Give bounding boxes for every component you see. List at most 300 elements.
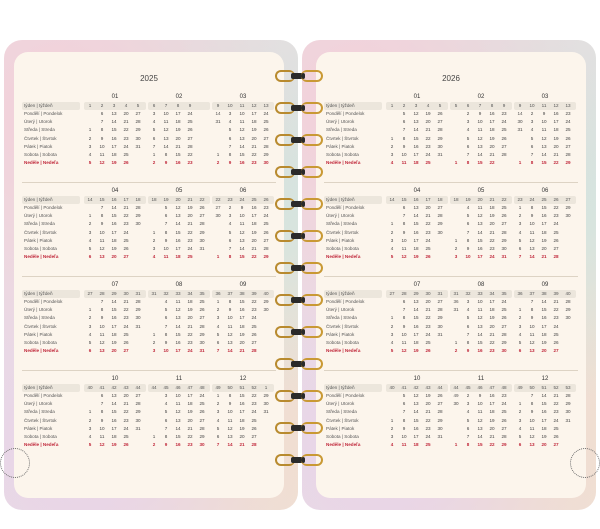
- day-number: 23: [263, 205, 269, 210]
- day-number: 10: [99, 323, 105, 329]
- day-number: 8: [164, 331, 168, 337]
- day-number: 17: [111, 229, 117, 235]
- day-number: 24: [123, 229, 129, 235]
- weekday-label: Pondělí | Pondelok: [24, 205, 63, 210]
- day-number: 7: [402, 213, 406, 219]
- day-number: 5: [152, 127, 156, 133]
- week-number: 26: [553, 197, 559, 202]
- week-number: 49: [453, 393, 459, 398]
- week-number: 23: [227, 197, 233, 202]
- day-row: [386, 339, 448, 347]
- binding-ring: [271, 294, 329, 308]
- day-number: 5: [518, 237, 522, 243]
- day-number: 15: [541, 205, 547, 210]
- day-number: 24: [187, 348, 193, 354]
- day-row: [212, 212, 274, 220]
- day-number: 23: [565, 111, 571, 116]
- day-number: 1: [518, 307, 522, 313]
- day-number: 17: [175, 245, 181, 251]
- weekday-label: Pondělí | Pondelok: [24, 299, 63, 304]
- day-number: 26: [123, 160, 129, 166]
- day-row: [84, 323, 146, 331]
- day-number: 25: [123, 331, 129, 337]
- day-number: 26: [425, 348, 431, 354]
- month-block: [450, 374, 512, 449]
- day-number: 8: [100, 409, 104, 415]
- day-number: 1: [454, 442, 458, 448]
- month-block: [212, 92, 274, 167]
- day-number: 21: [123, 299, 129, 304]
- week-number: 14: [87, 197, 93, 202]
- week-number: 48: [501, 385, 507, 390]
- week-number: 6: [466, 103, 470, 108]
- weekday-label: Úterý | Utorok: [326, 213, 355, 219]
- day-number: 3: [164, 393, 168, 398]
- day-number: 9: [466, 245, 470, 251]
- day-number: 27: [123, 348, 129, 354]
- month-number: 04: [413, 188, 421, 194]
- week-number: 40: [389, 385, 395, 390]
- day-number: 7: [518, 254, 522, 260]
- day-number: 28: [437, 127, 443, 133]
- week-numbers-row: [386, 290, 448, 298]
- day-number: 12: [227, 425, 233, 431]
- day-number: 18: [175, 254, 181, 260]
- day-number: 9: [542, 111, 546, 116]
- week-number: 13: [263, 103, 269, 108]
- day-number: 15: [175, 433, 181, 439]
- day-number: 5: [530, 135, 534, 141]
- month-block: [212, 186, 274, 261]
- month-block: [514, 280, 576, 355]
- day-number: 3: [152, 111, 156, 116]
- week-number: 39: [251, 291, 257, 296]
- day-row: [450, 126, 512, 134]
- weekday-label: Úterý | Utorok: [24, 119, 53, 125]
- day-number: 21: [175, 143, 181, 149]
- week-number: 15: [401, 197, 407, 202]
- day-number: 1: [390, 221, 394, 227]
- day-number: 4: [390, 339, 394, 345]
- day-number: 20: [489, 143, 495, 149]
- day-number: 31: [437, 433, 443, 439]
- day-labels-column: [324, 92, 382, 167]
- day-row: [212, 339, 274, 347]
- day-number: 25: [123, 237, 129, 243]
- day-row: [84, 118, 146, 126]
- day-number: 2: [390, 143, 394, 149]
- day-number: 4: [530, 127, 534, 133]
- day-number: 10: [99, 229, 105, 235]
- day-number: 27: [437, 205, 443, 210]
- day-number: 17: [413, 151, 419, 157]
- day-number: 31: [135, 425, 141, 431]
- day-number: 12: [175, 409, 181, 415]
- day-number: 24: [187, 111, 193, 116]
- day-number: 14: [413, 213, 419, 219]
- day-row: [148, 425, 210, 433]
- binding-ring: [271, 70, 329, 84]
- day-number: 12: [413, 393, 419, 398]
- day-number: 3: [152, 245, 156, 251]
- day-number: 30: [501, 348, 507, 354]
- day-number: 11: [239, 221, 245, 227]
- day-number: 9: [100, 315, 104, 321]
- day-number: 2: [216, 160, 220, 166]
- binding-ring: [271, 166, 329, 180]
- week-number: 44: [151, 385, 157, 390]
- day-number: 4: [518, 425, 522, 431]
- day-number: 11: [99, 433, 105, 439]
- day-number: 28: [553, 254, 559, 260]
- day-number: 26: [553, 433, 559, 439]
- day-row: [148, 245, 210, 253]
- ring-right-loop: [301, 358, 323, 370]
- week-number: 4: [124, 103, 128, 108]
- day-number: 29: [135, 409, 141, 415]
- weekday-label: Neděle | Nedeľa: [24, 160, 59, 166]
- weekday-label: Neděle | Nedeľa: [326, 254, 361, 260]
- day-number: 15: [111, 213, 117, 219]
- day-number: 14: [175, 323, 181, 329]
- week-number: 44: [437, 385, 443, 390]
- day-number: 4: [228, 119, 232, 125]
- day-number: 7: [100, 401, 104, 407]
- day-number: 12: [227, 331, 233, 337]
- day-row: [514, 400, 576, 408]
- month-number: 09: [541, 282, 549, 288]
- day-number: 27: [437, 299, 443, 304]
- day-row: [84, 245, 146, 253]
- day-number: 8: [100, 213, 104, 219]
- day-number: 18: [489, 127, 495, 133]
- day-number: 13: [413, 205, 419, 210]
- day-row: [450, 204, 512, 212]
- day-row: [514, 135, 576, 143]
- day-number: 25: [501, 307, 507, 313]
- day-labels-column: [22, 280, 80, 355]
- day-number: 11: [477, 127, 483, 133]
- day-row: [450, 229, 512, 237]
- month-number: 10: [413, 376, 421, 382]
- day-number: 2: [216, 401, 220, 407]
- day-number: 3: [88, 143, 92, 149]
- day-number: 30: [565, 213, 571, 219]
- day-number: 19: [175, 127, 181, 133]
- day-number: 23: [553, 409, 559, 415]
- day-number: 11: [227, 323, 233, 329]
- day-row: [514, 237, 576, 245]
- day-number: 10: [529, 323, 535, 329]
- day-number: 15: [413, 417, 419, 423]
- day-row: [386, 314, 448, 322]
- day-number: 6: [518, 245, 522, 251]
- day-number: 10: [477, 119, 483, 125]
- day-number: 14: [239, 245, 245, 251]
- quarter-row: [324, 186, 578, 280]
- weekday-label: Pátek | Piatok: [24, 143, 53, 149]
- day-number: 24: [501, 119, 507, 125]
- day-row: [148, 151, 210, 159]
- day-number: 4: [216, 323, 220, 329]
- day-number: 19: [187, 205, 193, 210]
- day-number: 22: [425, 221, 431, 227]
- weekday-label: Pátek | Piatok: [24, 425, 53, 431]
- weekday-label: Středa | Streda: [326, 315, 357, 321]
- week-number: 8: [176, 103, 180, 108]
- day-row: [84, 331, 146, 339]
- week-numbers-row: [514, 196, 576, 204]
- week-numbers-row: [450, 102, 512, 110]
- day-number: 28: [565, 393, 571, 398]
- day-row: [514, 433, 576, 441]
- day-number: 28: [263, 143, 269, 149]
- day-number: 21: [489, 433, 495, 439]
- day-number: 10: [227, 315, 233, 321]
- day-row: [450, 314, 512, 322]
- month-number: 11: [175, 376, 183, 382]
- day-number: 2: [152, 237, 156, 243]
- day-row: [386, 143, 448, 151]
- day-row: [84, 298, 146, 306]
- month-block: [84, 92, 146, 167]
- day-row: [386, 433, 448, 441]
- day-number: 15: [239, 299, 245, 304]
- weekday-label: Sobota | Sobota: [326, 151, 359, 157]
- day-number: 16: [239, 307, 245, 313]
- day-row: [514, 126, 576, 134]
- day-row: [212, 392, 274, 400]
- day-number: 27: [263, 135, 269, 141]
- day-number: 31: [565, 417, 571, 423]
- day-number: 29: [437, 135, 443, 141]
- day-number: 14: [529, 254, 535, 260]
- day-number: 21: [489, 229, 495, 235]
- day-number: 1: [454, 237, 458, 243]
- day-number: 6: [164, 417, 168, 423]
- day-number: 19: [489, 417, 495, 423]
- day-number: 29: [199, 331, 205, 337]
- day-number: 2: [466, 111, 470, 116]
- day-number: 25: [553, 425, 559, 431]
- day-row: [450, 408, 512, 416]
- day-number: 13: [227, 339, 233, 345]
- day-number: 8: [228, 393, 232, 398]
- day-row: [450, 425, 512, 433]
- day-row: [386, 306, 448, 314]
- week-number: 21: [489, 197, 495, 202]
- day-number: 21: [123, 205, 129, 210]
- day-number: 1: [518, 205, 522, 210]
- week-number: 18: [437, 197, 443, 202]
- day-number: 1: [88, 307, 92, 313]
- week-number: 33: [477, 291, 483, 296]
- day-row: [148, 135, 210, 143]
- day-row: [84, 126, 146, 134]
- day-number: 23: [123, 315, 129, 321]
- week-number: 7: [478, 103, 482, 108]
- label-spacer: [22, 374, 80, 384]
- day-number: 14: [477, 151, 483, 157]
- day-number: 2: [88, 417, 92, 423]
- day-number: 3: [88, 229, 92, 235]
- day-number: 25: [263, 221, 269, 227]
- day-number: 8: [100, 307, 104, 313]
- day-number: 5: [228, 127, 232, 133]
- day-row: [212, 220, 274, 228]
- day-number: 30: [517, 119, 523, 125]
- day-number: 1: [454, 339, 458, 345]
- day-number: 9: [164, 237, 168, 243]
- day-number: 29: [199, 229, 205, 235]
- day-number: 14: [413, 409, 419, 415]
- day-number: 1: [216, 299, 220, 304]
- day-number: 23: [425, 323, 431, 329]
- day-number: 30: [565, 315, 571, 321]
- day-number: 7: [100, 299, 104, 304]
- day-number: 8: [228, 151, 232, 157]
- week-number: 1: [88, 103, 92, 108]
- day-number: 17: [111, 143, 117, 149]
- day-number: 1: [390, 417, 394, 423]
- weekday-label: Čtvrtek | Štvrtok: [326, 229, 359, 235]
- day-number: 12: [541, 135, 547, 141]
- day-number: 12: [529, 237, 535, 243]
- quarter-row: [324, 92, 578, 186]
- week-number: 40: [263, 291, 269, 296]
- day-number: 11: [529, 331, 535, 337]
- week-number: 18: [135, 197, 141, 202]
- day-number: 10: [227, 409, 233, 415]
- day-number: 24: [553, 323, 559, 329]
- day-number: 3: [390, 331, 394, 337]
- page-left: [14, 52, 284, 498]
- binding-ring: [271, 198, 329, 212]
- day-row: [148, 400, 210, 408]
- month-block: [514, 186, 576, 261]
- day-number: 27: [251, 433, 257, 439]
- week-number: 25: [251, 197, 257, 202]
- day-number: 27: [553, 442, 559, 448]
- day-number: 2: [88, 135, 92, 141]
- day-number: 26: [437, 393, 443, 398]
- day-number: 22: [123, 127, 129, 133]
- day-number: 9: [402, 425, 406, 431]
- day-number: 16: [111, 221, 117, 227]
- day-number: 16: [413, 425, 419, 431]
- day-number: 12: [175, 205, 181, 210]
- day-number: 8: [402, 135, 406, 141]
- month-block: [386, 280, 448, 355]
- month-number: 08: [477, 282, 485, 288]
- day-row: [514, 339, 576, 347]
- week-number: 27: [87, 291, 93, 296]
- weekday-label: Sobota | Sobota: [24, 339, 57, 345]
- day-number: 9: [164, 442, 168, 448]
- day-number: 7: [466, 229, 470, 235]
- week-number: 9: [518, 103, 522, 108]
- day-number: 22: [123, 307, 129, 313]
- week-number: 19: [163, 197, 169, 202]
- day-number: 18: [413, 442, 419, 448]
- day-number: 8: [466, 442, 470, 448]
- day-number: 26: [437, 111, 443, 116]
- week-numbers-row: [212, 290, 274, 298]
- day-number: 24: [263, 111, 269, 116]
- day-number: 20: [187, 315, 193, 321]
- day-number: 19: [111, 245, 117, 251]
- day-number: 5: [390, 348, 394, 354]
- week-number: 44: [135, 385, 141, 390]
- day-number: 22: [251, 151, 257, 157]
- day-number: 20: [425, 299, 431, 304]
- day-number: 6: [88, 348, 92, 354]
- day-number: 14: [111, 205, 117, 210]
- day-number: 23: [553, 213, 559, 219]
- day-number: 10: [477, 299, 483, 304]
- label-spacer: [324, 92, 382, 102]
- day-number: 14: [541, 299, 547, 304]
- week-number: 27: [389, 291, 395, 296]
- day-number: 3: [228, 111, 232, 116]
- day-number: 12: [99, 442, 105, 448]
- day-row: [450, 135, 512, 143]
- day-number: 6: [164, 315, 168, 321]
- day-number: 25: [123, 151, 129, 157]
- day-number: 20: [251, 135, 257, 141]
- month-number: 03: [541, 94, 549, 100]
- day-number: 26: [425, 254, 431, 260]
- day-row: [148, 298, 210, 306]
- page-right: [316, 52, 586, 498]
- day-number: 5: [88, 160, 92, 166]
- weekday-label: Středa | Streda: [326, 221, 357, 227]
- day-number: 12: [477, 135, 483, 141]
- weekday-label: Pátek | Piatok: [24, 237, 53, 243]
- day-number: 11: [541, 127, 547, 133]
- day-row: [212, 331, 274, 339]
- month-block: [450, 186, 512, 261]
- week-numbers-row: [212, 384, 274, 392]
- day-number: 5: [164, 409, 168, 415]
- year-title: 2025: [140, 74, 158, 83]
- day-number: 6: [164, 213, 168, 219]
- day-number: 8: [164, 151, 168, 157]
- day-number: 14: [175, 425, 181, 431]
- calendar-grid: [22, 92, 276, 468]
- ring-right-loop: [301, 390, 323, 402]
- weekday-label: Čtvrtek | Štvrtok: [326, 323, 359, 329]
- day-number: 29: [135, 213, 141, 219]
- week-header-label: týden | týždeň: [22, 196, 80, 204]
- day-row: [386, 135, 448, 143]
- day-number: 20: [425, 205, 431, 210]
- day-number: 17: [489, 299, 495, 304]
- day-number: 10: [401, 237, 407, 243]
- day-number: 20: [251, 237, 257, 243]
- day-number: 1: [216, 254, 220, 260]
- week-number: 42: [413, 385, 419, 390]
- day-number: 1: [152, 331, 156, 337]
- day-number: 29: [565, 205, 571, 210]
- day-row: [212, 298, 274, 306]
- week-number: 41: [401, 385, 407, 390]
- day-number: 12: [413, 111, 419, 116]
- day-number: 15: [477, 160, 483, 166]
- day-number: 30: [199, 442, 205, 448]
- week-number: 31: [135, 291, 141, 296]
- weekday-label: Sobota | Sobota: [326, 245, 359, 251]
